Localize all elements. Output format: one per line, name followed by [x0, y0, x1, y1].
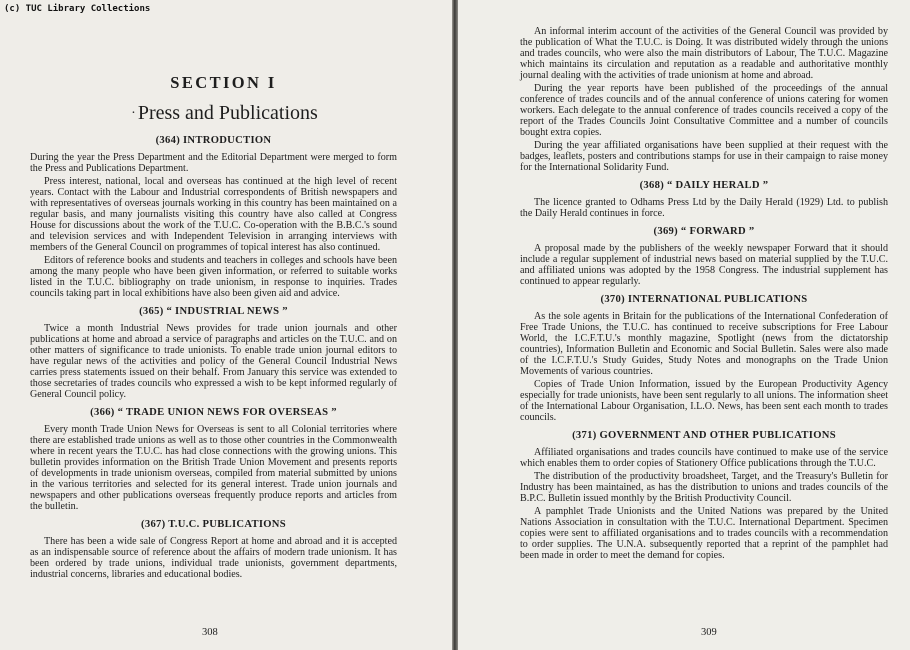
- paragraph: Copies of Trade Union Information, issued by the European Productivity Agency especially for trade unionists, have been sent regularly to all unions. The information sheet of the International Labour Organisation, I.L.O. News, has been sent each month to trades councils.: [520, 379, 888, 423]
- paragraph: An informal interim account of the activities of the General Council was provided by the publication of What the T.U.C. is Doing. It was distributed widely through the unions and trades councils, who were also the main distributors of Labour, The T.U.C. Magazine which maintains its circulation and reputation as a readable and authoritative monthly journal dealing with the activities of trade unionism at home and abroad.: [520, 26, 888, 81]
- paragraph: A proposal made by the publishers of the weekly newspaper Forward that it should include a regular supplement of industrial news based on material supplied by the T.U.C. and affiliated unions was adopted by the 1958 Congress. The industrial supplement has continued to appear regularly.: [520, 243, 888, 287]
- left-column: [30, 72, 397, 580]
- paragraph: There has been a wide sale of Congress Report at home and abroad and it is accepted as an indispensable source of reference about the affairs of modern trade unionism. It has been ordered by trade unions, individual trade unionists, government departments, industrial concerns, libraries and educational bodies.: [30, 536, 397, 580]
- bullet-dot-icon: ·: [131, 106, 136, 122]
- left-body: [30, 134, 397, 580]
- section-heading: (365) “ INDUSTRIAL NEWS ”: [139, 306, 288, 317]
- section-heading: (370) INTERNATIONAL PUBLICATIONS: [600, 294, 808, 305]
- paragraph: As the sole agents in Britain for the publications of the International Confederation of Free Trade Unions, the T.U.C. has continued to receive subscriptions for Free Labour World, the I.C.F.T.U.'s monthly magazine, Spotlight (news from the dictatorship countries), Information Bulletin and Economic and Social Bulletin. Sales were also made of the I.C.F.T.U.'s Study Guides, Study Notes and monographs on the Trade Union Movements of various countries.: [520, 311, 888, 377]
- paragraph: Affiliated organisations and trades councils have continued to make use of the service which enables them to order copies of Stationery Office publications through the T.U.C.: [520, 447, 888, 469]
- paragraph: Editors of reference books and students and teachers in colleges and schools have been among the many people who have been given information, or referred to suitable works listed in the T.U.C. bibliography on trade unionism, in response to inquiries. Trades councils taking part in local exhibitions have also been given aid and advice.: [30, 255, 397, 299]
- paragraph: A pamphlet Trade Unionists and the United Nations was prepared by the United Nations Association in consultation with the T.U.C. International Department. Specimen copies were sent to affiliated organisations and to trades councils with a recommendation to order supplies. The U.N.A. subsequently reported that a reprint of the pamphlet had been made in order to meet the demand for copies.: [520, 506, 888, 561]
- paragraph: The licence granted to Odhams Press Ltd by the Daily Herald (1929) Ltd. to publish the Daily Herald continues in force.: [520, 197, 888, 219]
- right-body: [520, 26, 888, 561]
- section-heading: (369) “ FORWARD ”: [653, 226, 755, 237]
- right-column: [520, 26, 888, 561]
- section-heading: (371) GOVERNMENT AND OTHER PUBLICATIONS: [572, 430, 836, 441]
- paragraph: Every month Trade Union News for Overseas is sent to all Colonial territories where there are established trade unions as well as to those other countries in the Commonwealth where in recent years the T.U.C. has had close connections with the growing unions. This bulletin provides information on the British Trade Union Movement and presents reports of developments in trade unionism overseas, compiled from material submitted by unions in the various territories and selected for its general interest. Trade union journals and newspapers and other publications overseas frequently produce reports and articles from the bulletin.: [30, 424, 397, 512]
- section-heading: (366) “ TRADE UNION NEWS FOR OVERSEAS ”: [90, 407, 337, 418]
- paragraph: During the year reports have been published of the proceedings of the annual conference of trades councils and of the annual conference of unions catering for women workers. Each delegate to the annual conference of trades councils received a copy of the report of the Trades Councils Joint Consultative Committee and a number of councils bought extra copies.: [520, 83, 888, 138]
- paragraph: During the year the Press Department and the Editorial Department were merged to form the Press and Publications Department.: [30, 152, 397, 174]
- section-heading: (364) INTRODUCTION: [155, 135, 272, 146]
- paragraph: During the year affiliated organisations have been supplied at their request with the badges, leaflets, posters and contributions stamps for use in their campaign to raise money for the International Solidarity Fund.: [520, 140, 888, 173]
- section-title-text: Press and Publications: [137, 102, 318, 124]
- page-number: 309: [701, 627, 717, 638]
- section-heading: (368) “ DAILY HERALD ”: [639, 180, 769, 191]
- section-number: SECTION I: [170, 73, 277, 92]
- paragraph: The distribution of the productivity broadsheet, Target, and the Treasury's Bulletin for Industry has been maintained, as has the distribution to unions and trades councils of the B.P.C. Bulletin issued monthly by the British Productivity Council.: [520, 471, 888, 504]
- page-number: 308: [202, 627, 218, 638]
- paragraph: Press interest, national, local and overseas has continued at the high level of recent years. Contact with the Labour and Industrial correspondents of British newspapers and with representatives of overseas journals working in this country has been maintained on a regular basis, and many journalists visiting this country have also called at Congress House for discussions about the work of the T.U.C. Co-operation with the B.B.C.'s sound and television services and with Independent Television in arranging interviews with members of the General Council on programmes of topical interest has also continued.: [30, 176, 397, 253]
- paragraph: Twice a month Industrial News provides for trade union journals and other publications at home and abroad a service of paragraphs and articles on the T.U.C. and on other matters of significance to trade unionists. To enable trade union journal editors to have regular news of the activities and policy of the General Council Industrial News carries press statements issued on their behalf. From January this service was extended to those secretaries of trades councils who expressed a wish to be kept informed regularly of General Council policy.: [30, 323, 397, 400]
- section-title: [52, 98, 397, 128]
- left-page: [0, 0, 452, 650]
- section-heading: (367) T.U.C. PUBLICATIONS: [141, 519, 286, 530]
- watermark: (c) TUC Library Collections: [4, 4, 151, 14]
- right-page: [458, 0, 910, 650]
